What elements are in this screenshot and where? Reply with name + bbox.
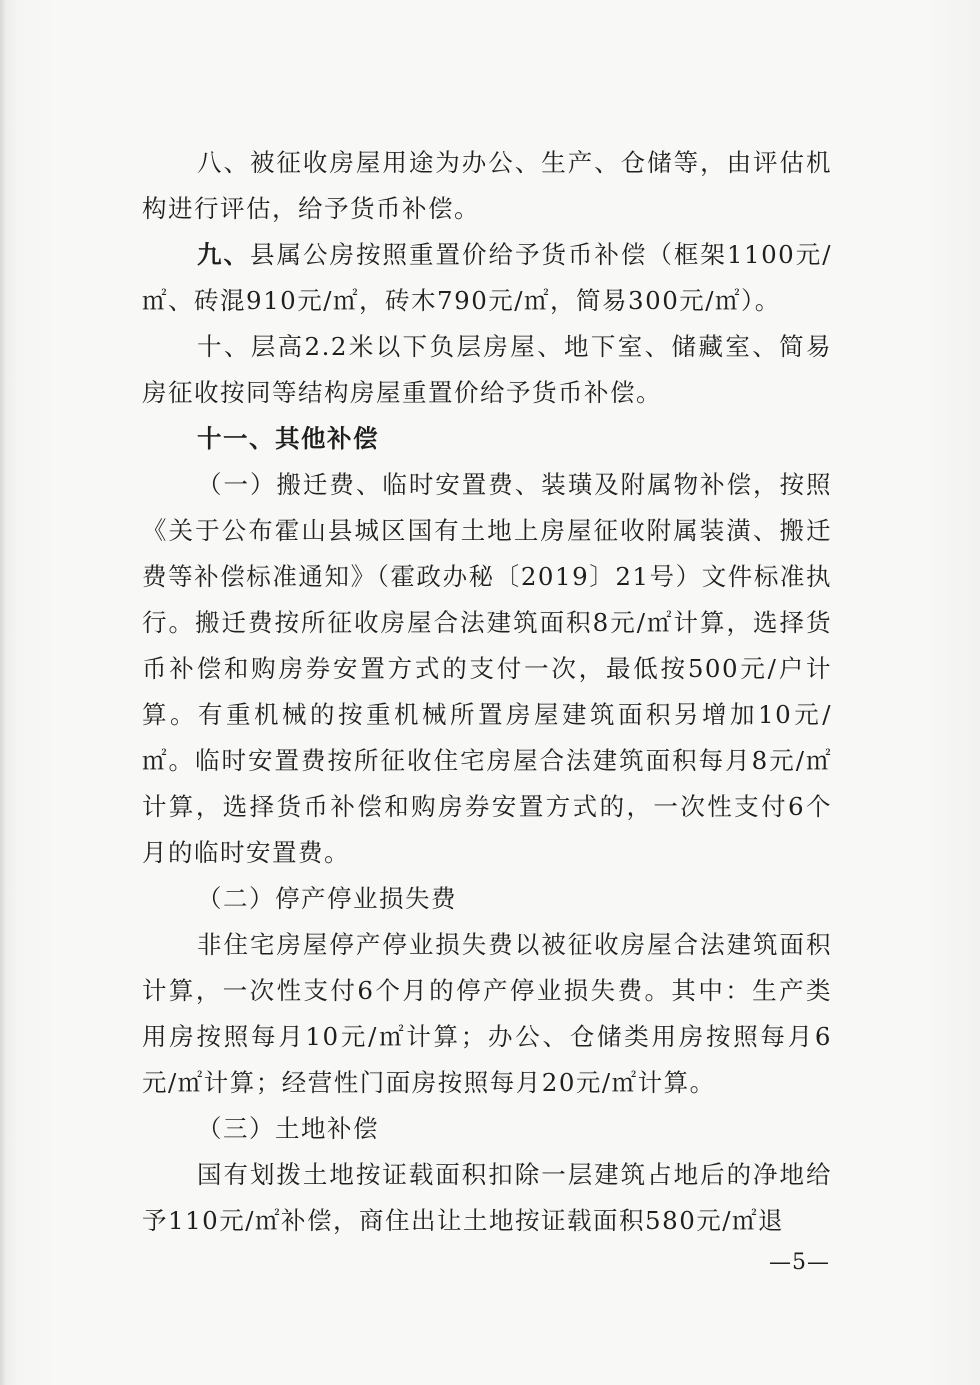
paragraph-9-lead: 九、 — [197, 240, 250, 269]
paragraph-10: 十、层高2.2米以下负层房屋、地下室、储藏室、简易房征收按同等结构房屋重置价给予货币补偿。 — [142, 332, 832, 407]
section-11-item-2-heading: （二）停产停业损失费 — [197, 884, 457, 913]
paragraph-9-text: 县属公房按照重置价给予货币补偿（框架1100元/㎡、砖混910元/㎡，砖木790元/㎡，简易300元/㎡）。 — [142, 240, 833, 315]
section-11-item-1: （一）搬迁费、临时安置费、装璜及附属物补偿，按照《关于公布霍山县城区国有土地上房屋征收附属装潢、搬迁费等补偿标准通知》（霍政办秘〔2019〕21号）文件标准执行。搬迁费按所征收房屋合法建筑面积8元/㎡计算，选择货币补偿和购房券安置方式的支付一次，最低按500元/户计算。有重机械的按重机械所置房屋建筑面积另增加10元/㎡。临时安置费按所征收住宅房屋合法建筑面积每月8元/㎡计算，选择货币补偿和购房券安置方式的，一次性支付6个月的临时安置费。 — [142, 470, 832, 867]
paragraph-8: 八、被征收房屋用途为办公、生产、仓储等，由评估机构进行评估，给予货币补偿。 — [142, 148, 832, 223]
page-number: —5— — [769, 1250, 830, 1275]
paragraph-9 — [142, 232, 832, 324]
scan-edge-shadow — [0, 0, 6, 1385]
section-11-item-3-text: 国有划拨土地按证载面积扣除一层建筑占地后的净地给予110元/㎡补偿，商住出让土地按证载面积580元/㎡退 — [142, 1160, 832, 1235]
section-11-item-2-text: 非住宅房屋停产停业损失费以被征收房屋合法建筑面积计算，一次性支付6个月的停产停业损失费。其中：生产类用房按照每月10元/㎡计算；办公、仓储类用房按照每月6元/㎡计算；经营性门面房按照每月20元/㎡计算。 — [142, 930, 832, 1097]
section-11-item-3-heading: （三）土地补偿 — [197, 1114, 379, 1143]
section-11-heading: 十一、其他补偿 — [197, 424, 379, 453]
document-body — [142, 140, 832, 1244]
